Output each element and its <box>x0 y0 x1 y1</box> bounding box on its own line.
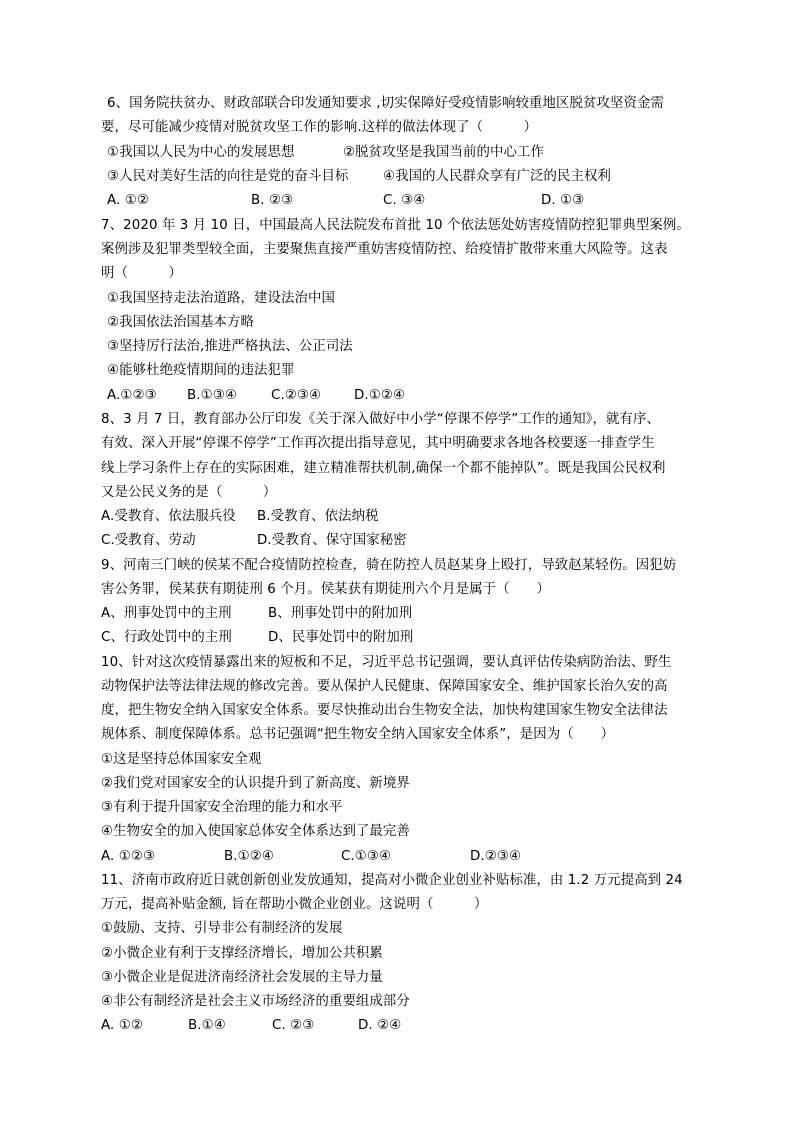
statement-2: ②脱贫攻坚是我国当前的中心工作 <box>343 145 544 160</box>
question-stem-line: 7、2020 年 3 月 10 日，中国最高人民法院发布首批 10 个依法惩处妨害疫情防控犯罪典型案例。 <box>101 218 690 233</box>
option-c[interactable]: C.①③④ <box>341 849 392 864</box>
answer-options-row-1 <box>101 606 701 622</box>
statement-4: ④我国的人民群众享有广泛的民主权利 <box>383 169 611 184</box>
statement-3: ③有利于提升国家安全治理的能力和水平 <box>101 800 343 815</box>
question-stem-line: 动物保护法等法律法规的修改完善。要从保护人民健康、保障国家安全、维护国家长治久安的高 <box>101 679 668 694</box>
statement-1: ①这是坚持总体国家安全观 <box>101 752 262 767</box>
question-stem-line: 度，把生物安全纳入国家安全体系。要尽快推动出台生物安全法，加快构建国家生物安全法律法 <box>101 703 668 718</box>
option-c[interactable]: C、行政处罚中的主刑 <box>101 630 232 645</box>
question-stem-line: 8、3 月 7 日，教育部办公厅印发《关于深入做好中小学“停课不停学”工作的通知》，就有序、 <box>101 412 660 427</box>
question-stem-line: 害公务罪，侯某获有期徒刑 6 个月。侯某获有期徒刑六个月是属于（ ） <box>101 582 551 597</box>
option-d[interactable]: D.②③④ <box>470 849 522 864</box>
answer-options <box>107 388 667 404</box>
statement-1: ①鼓励、支持、引导非公有制经济的发展 <box>101 921 343 936</box>
option-d[interactable]: D. ①③ <box>541 193 585 208</box>
question-stem-line: 10、针对这次疫情暴露出来的短板和不足，习近平总书记强调，要认真评估传染病防治法、野生 <box>101 655 672 670</box>
option-a[interactable]: A. ①② <box>107 193 149 208</box>
option-c[interactable]: C. ②③ <box>272 1018 315 1033</box>
option-a[interactable]: A. ①② <box>101 1018 143 1033</box>
statement-3: ③坚持厉行法治,推进严格执法、公正司法 <box>107 339 353 354</box>
statement-2: ②我们党对国家安全的认识提升到了新高度、新境界 <box>101 776 410 791</box>
question-stem-line: 9、河南三门峡的侯某不配合疫情防控检查，骑在防控人员赵某身上殴打，导致赵某轻伤。因犯妨 <box>101 558 677 573</box>
statement-4: ④生物安全的加入使国家总体安全体系达到了最完善 <box>101 824 410 839</box>
question-stem-line: 11、济南市政府近日就创新创业发放通知，提高对小微企业创业补贴标准，由 1.2 万元提高到 24 <box>101 873 683 888</box>
option-d[interactable]: D、民事处罚中的附加刑 <box>268 630 414 645</box>
question-stem-line: 有效、深入开展“停课不停学”工作再次提出指导意见，其中明确要求各地各校要逐一排查学生 <box>101 436 655 451</box>
answer-options <box>101 1018 701 1034</box>
option-b[interactable]: B.①③④ <box>187 388 237 403</box>
option-c[interactable]: C. ③④ <box>383 193 426 208</box>
option-c[interactable]: C.受教育、劳动 <box>101 533 196 548</box>
statement-3: ③人民对美好生活的向往是党的奋斗目标 <box>107 169 349 184</box>
question-stem-line: 规体系、制度保障体系。总书记强调“把生物安全纳入国家安全体系”，是因为（ ） <box>101 727 615 742</box>
statement-4: ④能够杜绝疫情期间的违法犯罪 <box>107 363 295 378</box>
option-a[interactable]: A.①②③ <box>107 388 157 403</box>
option-a[interactable]: A.受教育、依法服兵役 <box>101 509 236 524</box>
statement-1: ①我国以人民为中心的发展思想 <box>107 145 295 160</box>
option-b[interactable]: B、刑事处罚中的附加刑 <box>268 606 413 621</box>
option-d[interactable]: D.①②④ <box>354 388 406 403</box>
option-d[interactable]: D. ②④ <box>358 1018 402 1033</box>
question-stem-line: 又是公民义务的是（ ） <box>101 485 277 500</box>
question-stem-line: 要，尽可能减少疫情对脱贫攻坚工作的影响.这样的做法体现了（ ） <box>101 120 538 135</box>
option-c[interactable]: C.②③④ <box>271 388 322 403</box>
question-stem-line: 万元，提高补贴金额, 旨在帮助小微企业创业。这说明（ ） <box>101 897 488 912</box>
option-a[interactable]: A、刑事处罚中的主刑 <box>101 606 232 621</box>
answer-options-row-2 <box>101 533 701 549</box>
answer-options-row-2 <box>101 630 701 646</box>
option-b[interactable]: B.①②④ <box>224 849 274 864</box>
statement-1: ①我国坚持走法治道路，建设法治中国 <box>107 291 335 306</box>
answer-options <box>107 193 667 209</box>
option-b[interactable]: B. ②③ <box>251 193 294 208</box>
statement-2: ②小微企业有利于支撑经济增长，增加公共积累 <box>101 946 383 961</box>
question-stem-line: 线上学习条件上存在的实际困难，建立精准帮扶机制,确保一个都不能掉队”。既是我国公民权利 <box>101 461 666 476</box>
answer-options <box>101 849 701 865</box>
option-b[interactable]: B.受教育、依法纳税 <box>257 509 379 524</box>
option-a[interactable]: A. ①②③ <box>101 849 156 864</box>
question-stem-line: 6、国务院扶贫办、财政部联合印发通知要求 ,切实保障好受疫情影响较重地区脱贫攻坚资金需 <box>107 96 664 111</box>
option-b[interactable]: B.①④ <box>188 1018 226 1033</box>
statement-2: ②我国依法治国基本方略 <box>107 315 255 330</box>
statement-3: ③小微企业是促进济南经济社会发展的主导力量 <box>101 970 383 985</box>
question-stem-line: 案例涉及犯罪类型较全面，主要聚焦直接严重妨害疫情防控、给疫情扩散带来重大风险等。这表 <box>101 242 668 257</box>
question-stem-line: 明（ ） <box>101 266 182 281</box>
statement-4: ④非公有制经济是社会主义市场经济的重要组成部分 <box>101 994 410 1009</box>
answer-options-row-1 <box>101 509 701 525</box>
option-d[interactable]: D.受教育、保守国家秘密 <box>257 533 407 548</box>
